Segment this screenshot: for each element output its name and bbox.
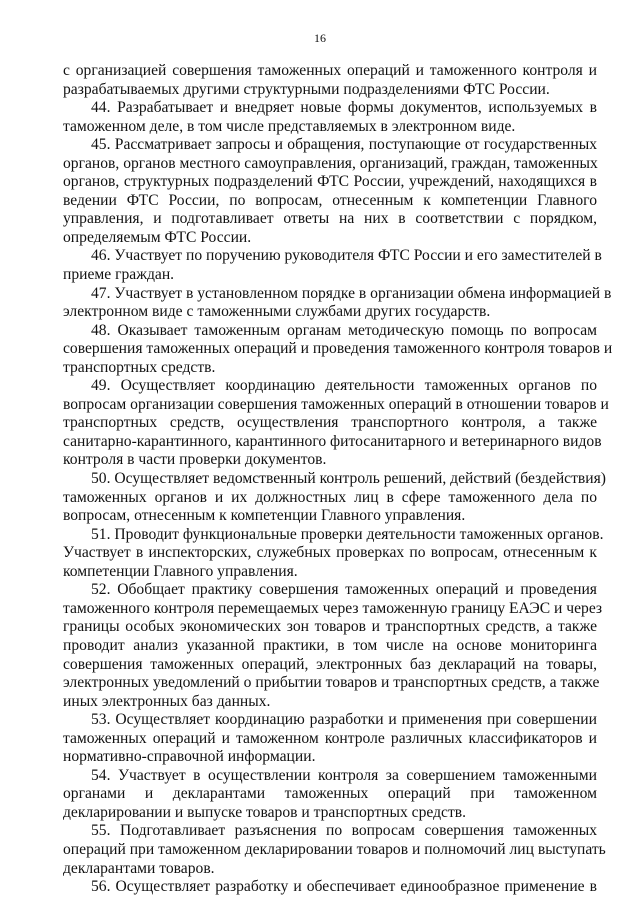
paragraph-continuation (63, 62, 597, 99)
text-line: органов, органов местного самоуправления, организаций, граждан, таможенных (63, 154, 598, 172)
text-line: управления, и подготавливает ответы на них в соответствии с порядком, (63, 210, 597, 228)
text-line: 53. Осуществляет координацию разработки и применения при совершении (91, 711, 597, 729)
text-line: таможенном деле, в том числе представляемых в электронном виде. (63, 117, 516, 135)
text-line: санитарно-карантинного, карантинного фитосанитарного и ветеринарного видов (63, 432, 602, 450)
text-line: декларировании и выпуске товаров и транспортных средств. (63, 803, 467, 821)
text-line: совершения таможенных операций и проведения таможенного контроля товаров и (63, 340, 613, 358)
text-line: 55. Подготавливает разъяснения по вопросам совершения таможенных (91, 822, 597, 840)
paragraph (63, 377, 609, 470)
text-line: 45. Рассматривает запросы и обращения, поступающие от государственных (91, 136, 597, 154)
text-line: 50. Осуществляет ведомственный контроль решений, действий (бездействия) (91, 470, 606, 488)
text-line: таможенных органов и их должностных лиц в сфере таможенного дела по (63, 488, 597, 506)
paragraph (63, 767, 597, 823)
text-line: таможенных операций и таможенном контроле различных классификаторов и (63, 729, 597, 747)
document-body (63, 62, 613, 897)
text-line: 56. Осуществляет разработку и обеспечивает единообразное применение в (91, 878, 597, 896)
text-line: электронных уведомлений о прибытии товаров и транспортных средств, а также (63, 674, 600, 692)
text-line: операций при таможенном декларировании товаров и полномочий лиц выступать (63, 840, 606, 858)
page-number: 16 (314, 31, 326, 45)
text-line: определяемым ФТС России. (63, 228, 252, 246)
text-line: компетенции Главного управления. (63, 562, 298, 580)
text-line: с организацией совершения таможенных операций и таможенного контроля и (63, 62, 597, 79)
paragraph (63, 136, 597, 247)
text-line: Участвует в инспекторских, служебных проверках по вопросам, отнесенным к (63, 544, 597, 562)
text-line: 47. Участвует в установленном порядке в организации обмена информацией в (91, 284, 612, 302)
text-line: 46. Участвует по поручению руководителя ФТС России и его заместителей в (91, 247, 602, 265)
text-line: 51. Проводит функциональные проверки деятельности таможенных органов. (91, 525, 604, 543)
text-line: 54. Участвует в осуществлении контроля за совершением таможенными (91, 766, 597, 784)
paragraph (63, 247, 602, 284)
text-line: 44. Разрабатывает и внедряет новые формы документов, используемых в (91, 99, 597, 117)
text-line: разрабатываемых другими структурными подразделениями ФТС России. (63, 80, 550, 98)
text-line: транспортных средств, осуществления транспортного контроля, а также (63, 414, 597, 432)
text-line: транспортных средств. (63, 358, 216, 376)
text-line: 49. Осуществляет координацию деятельности таможенных органов по (91, 377, 597, 395)
paragraph (63, 878, 597, 897)
text-line: электронном виде с таможенными службами других государств. (63, 303, 491, 321)
text-line: ведении ФТС России, по вопросам, отнесенным к компетенции Главного (63, 191, 597, 209)
text-line: органов, структурных подразделений ФТС России, учреждений, находящихся в (63, 173, 597, 191)
text-line: органами и декларантами таможенных операций при таможенном (63, 785, 597, 803)
paragraph (63, 321, 613, 378)
text-line: контроля в части проверки документов. (63, 451, 327, 469)
text-line: декларантами товаров. (63, 859, 215, 877)
text-line: 48. Оказывает таможенным органам методическую помощь по вопросам (91, 321, 597, 339)
paragraph (63, 711, 597, 767)
text-line: вопросам, отнесенным к компетенции Главного управления. (63, 507, 466, 525)
text-line: иных электронных баз данных. (63, 692, 271, 710)
paragraph (63, 470, 606, 526)
paragraph (63, 581, 603, 711)
paragraph (63, 99, 597, 136)
text-line: совершения таможенных операций, электронных баз деклараций на товары, (63, 655, 597, 673)
text-line: границы особых экономических зон товаров и транспортных средств, а также (63, 618, 597, 636)
text-line: нормативно-справочной информации. (63, 748, 316, 766)
text-line: таможенного контроля перемещаемых через таможенную границу ЕАЭС и через (63, 599, 603, 617)
paragraph (63, 284, 612, 322)
text-line: вопросам организации совершения таможенных операций в отношении товаров и (63, 395, 609, 413)
text-line: 52. Обобщает практику совершения таможенных операций и проведения (91, 581, 597, 599)
paragraph (63, 525, 604, 582)
paragraph (63, 822, 606, 878)
text-line: проводит анализ указанной практики, в том числе на основе мониторинга (63, 636, 597, 654)
text-line: приеме граждан. (63, 266, 175, 284)
